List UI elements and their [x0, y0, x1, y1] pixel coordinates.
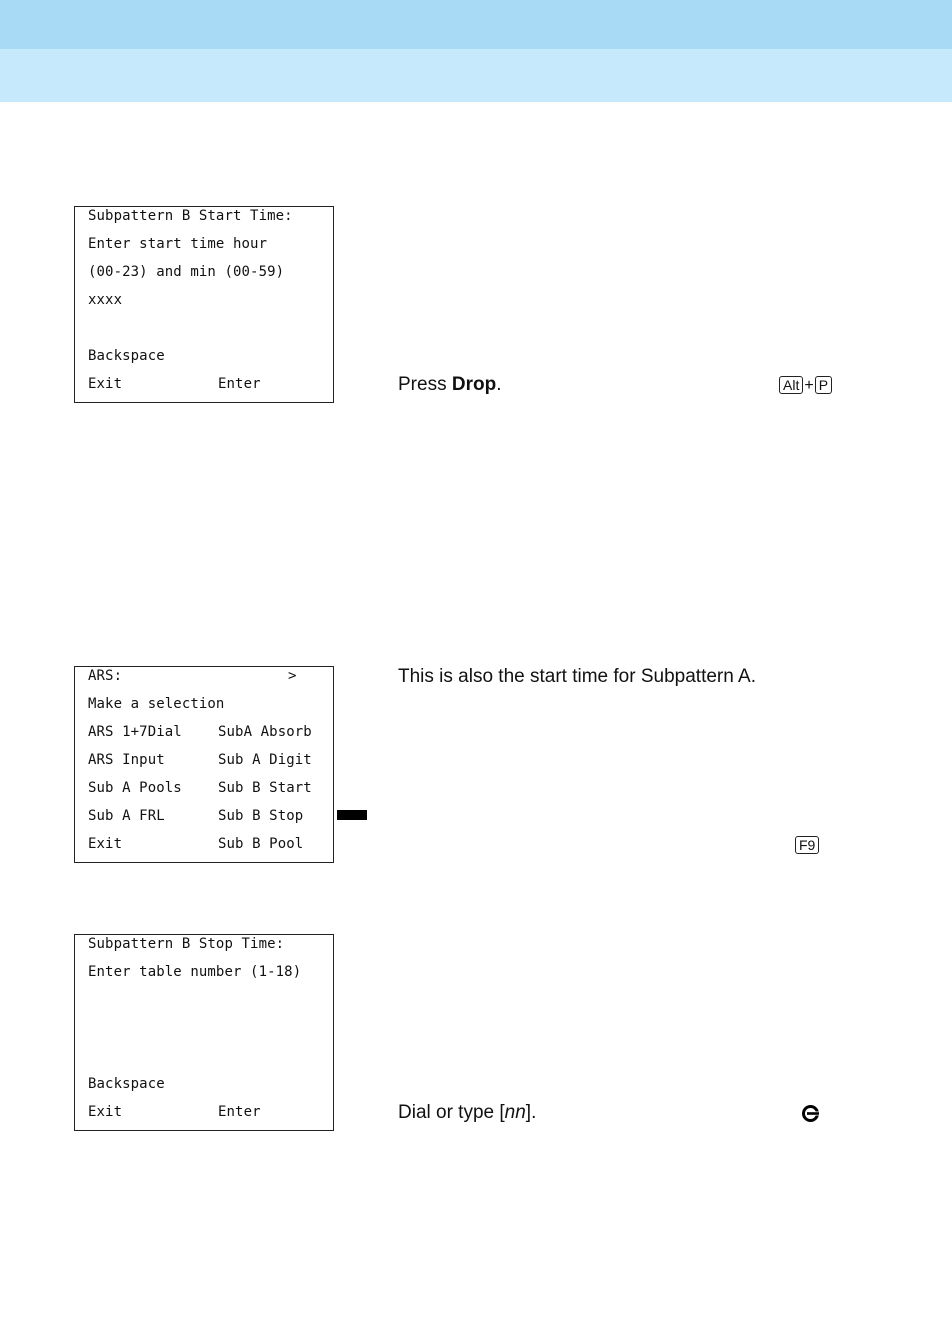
alt-key-icon: Alt	[779, 376, 803, 394]
drop-label: Drop	[451, 374, 497, 395]
header-band-bottom	[0, 49, 952, 102]
backspace-button[interactable]: Backspace	[88, 348, 165, 364]
menu-title: ARS:	[88, 668, 123, 684]
plus-sign: +	[804, 377, 814, 394]
instruction-start-time-note: This is also the start time for Subpattern A.	[398, 666, 756, 687]
instruction-suffix: ].	[525, 1102, 537, 1123]
screen-line: Enter start time hour	[88, 236, 268, 252]
keyboard-shortcut	[795, 836, 819, 855]
instruction-dial-or-type	[398, 1102, 536, 1124]
placeholder-nn: nn	[504, 1102, 526, 1123]
screen-input-value[interactable]: xxxx	[88, 292, 123, 308]
menu-option-sub-b-pool[interactable]: Sub B Pool	[218, 836, 304, 852]
f9-key-icon: F9	[795, 836, 819, 854]
screen-line: (00-23) and min (00-59)	[88, 264, 285, 280]
screen-line: Enter table number (1-18)	[88, 964, 302, 980]
display-screen-stop-time	[74, 934, 334, 1131]
screen-line: Subpattern B Start Time:	[88, 208, 293, 224]
dial-pad-icon	[801, 1104, 820, 1123]
more-indicator-icon[interactable]: >	[288, 668, 297, 684]
menu-option-sub-a-frl[interactable]: Sub A FRL	[88, 808, 165, 824]
display-screen-ars-menu	[74, 666, 334, 863]
menu-option-sub-a-pools[interactable]: Sub A Pools	[88, 780, 182, 796]
exit-button[interactable]: Exit	[88, 1104, 123, 1120]
instruction-suffix: .	[496, 374, 502, 395]
menu-option-sub-b-stop[interactable]: Sub B Stop	[218, 808, 304, 824]
p-key-icon: P	[815, 376, 832, 394]
instruction-press-drop	[398, 374, 501, 396]
exit-button[interactable]: Exit	[88, 376, 123, 392]
display-screen-start-time	[74, 206, 334, 403]
enter-button[interactable]: Enter	[218, 376, 261, 392]
selection-marker	[337, 810, 367, 820]
menu-option-ars-input[interactable]: ARS Input	[88, 752, 165, 768]
enter-button[interactable]: Enter	[218, 1104, 261, 1120]
menu-option-sub-b-start[interactable]: Sub B Start	[218, 780, 312, 796]
menu-option-sub-a-digit[interactable]: Sub A Digit	[218, 752, 312, 768]
menu-option-suba-absorb[interactable]: SubA Absorb	[218, 724, 312, 740]
exit-button[interactable]: Exit	[88, 836, 123, 852]
instruction-prefix: Dial or type [	[398, 1102, 505, 1123]
instruction-prefix: Press	[398, 374, 452, 395]
screen-line: Subpattern B Stop Time:	[88, 936, 285, 952]
backspace-button[interactable]: Backspace	[88, 1076, 165, 1092]
header-band-top	[0, 0, 952, 49]
keyboard-shortcut	[779, 376, 832, 395]
menu-option-ars-1-7dial[interactable]: ARS 1+7Dial	[88, 724, 182, 740]
menu-prompt: Make a selection	[88, 696, 225, 712]
